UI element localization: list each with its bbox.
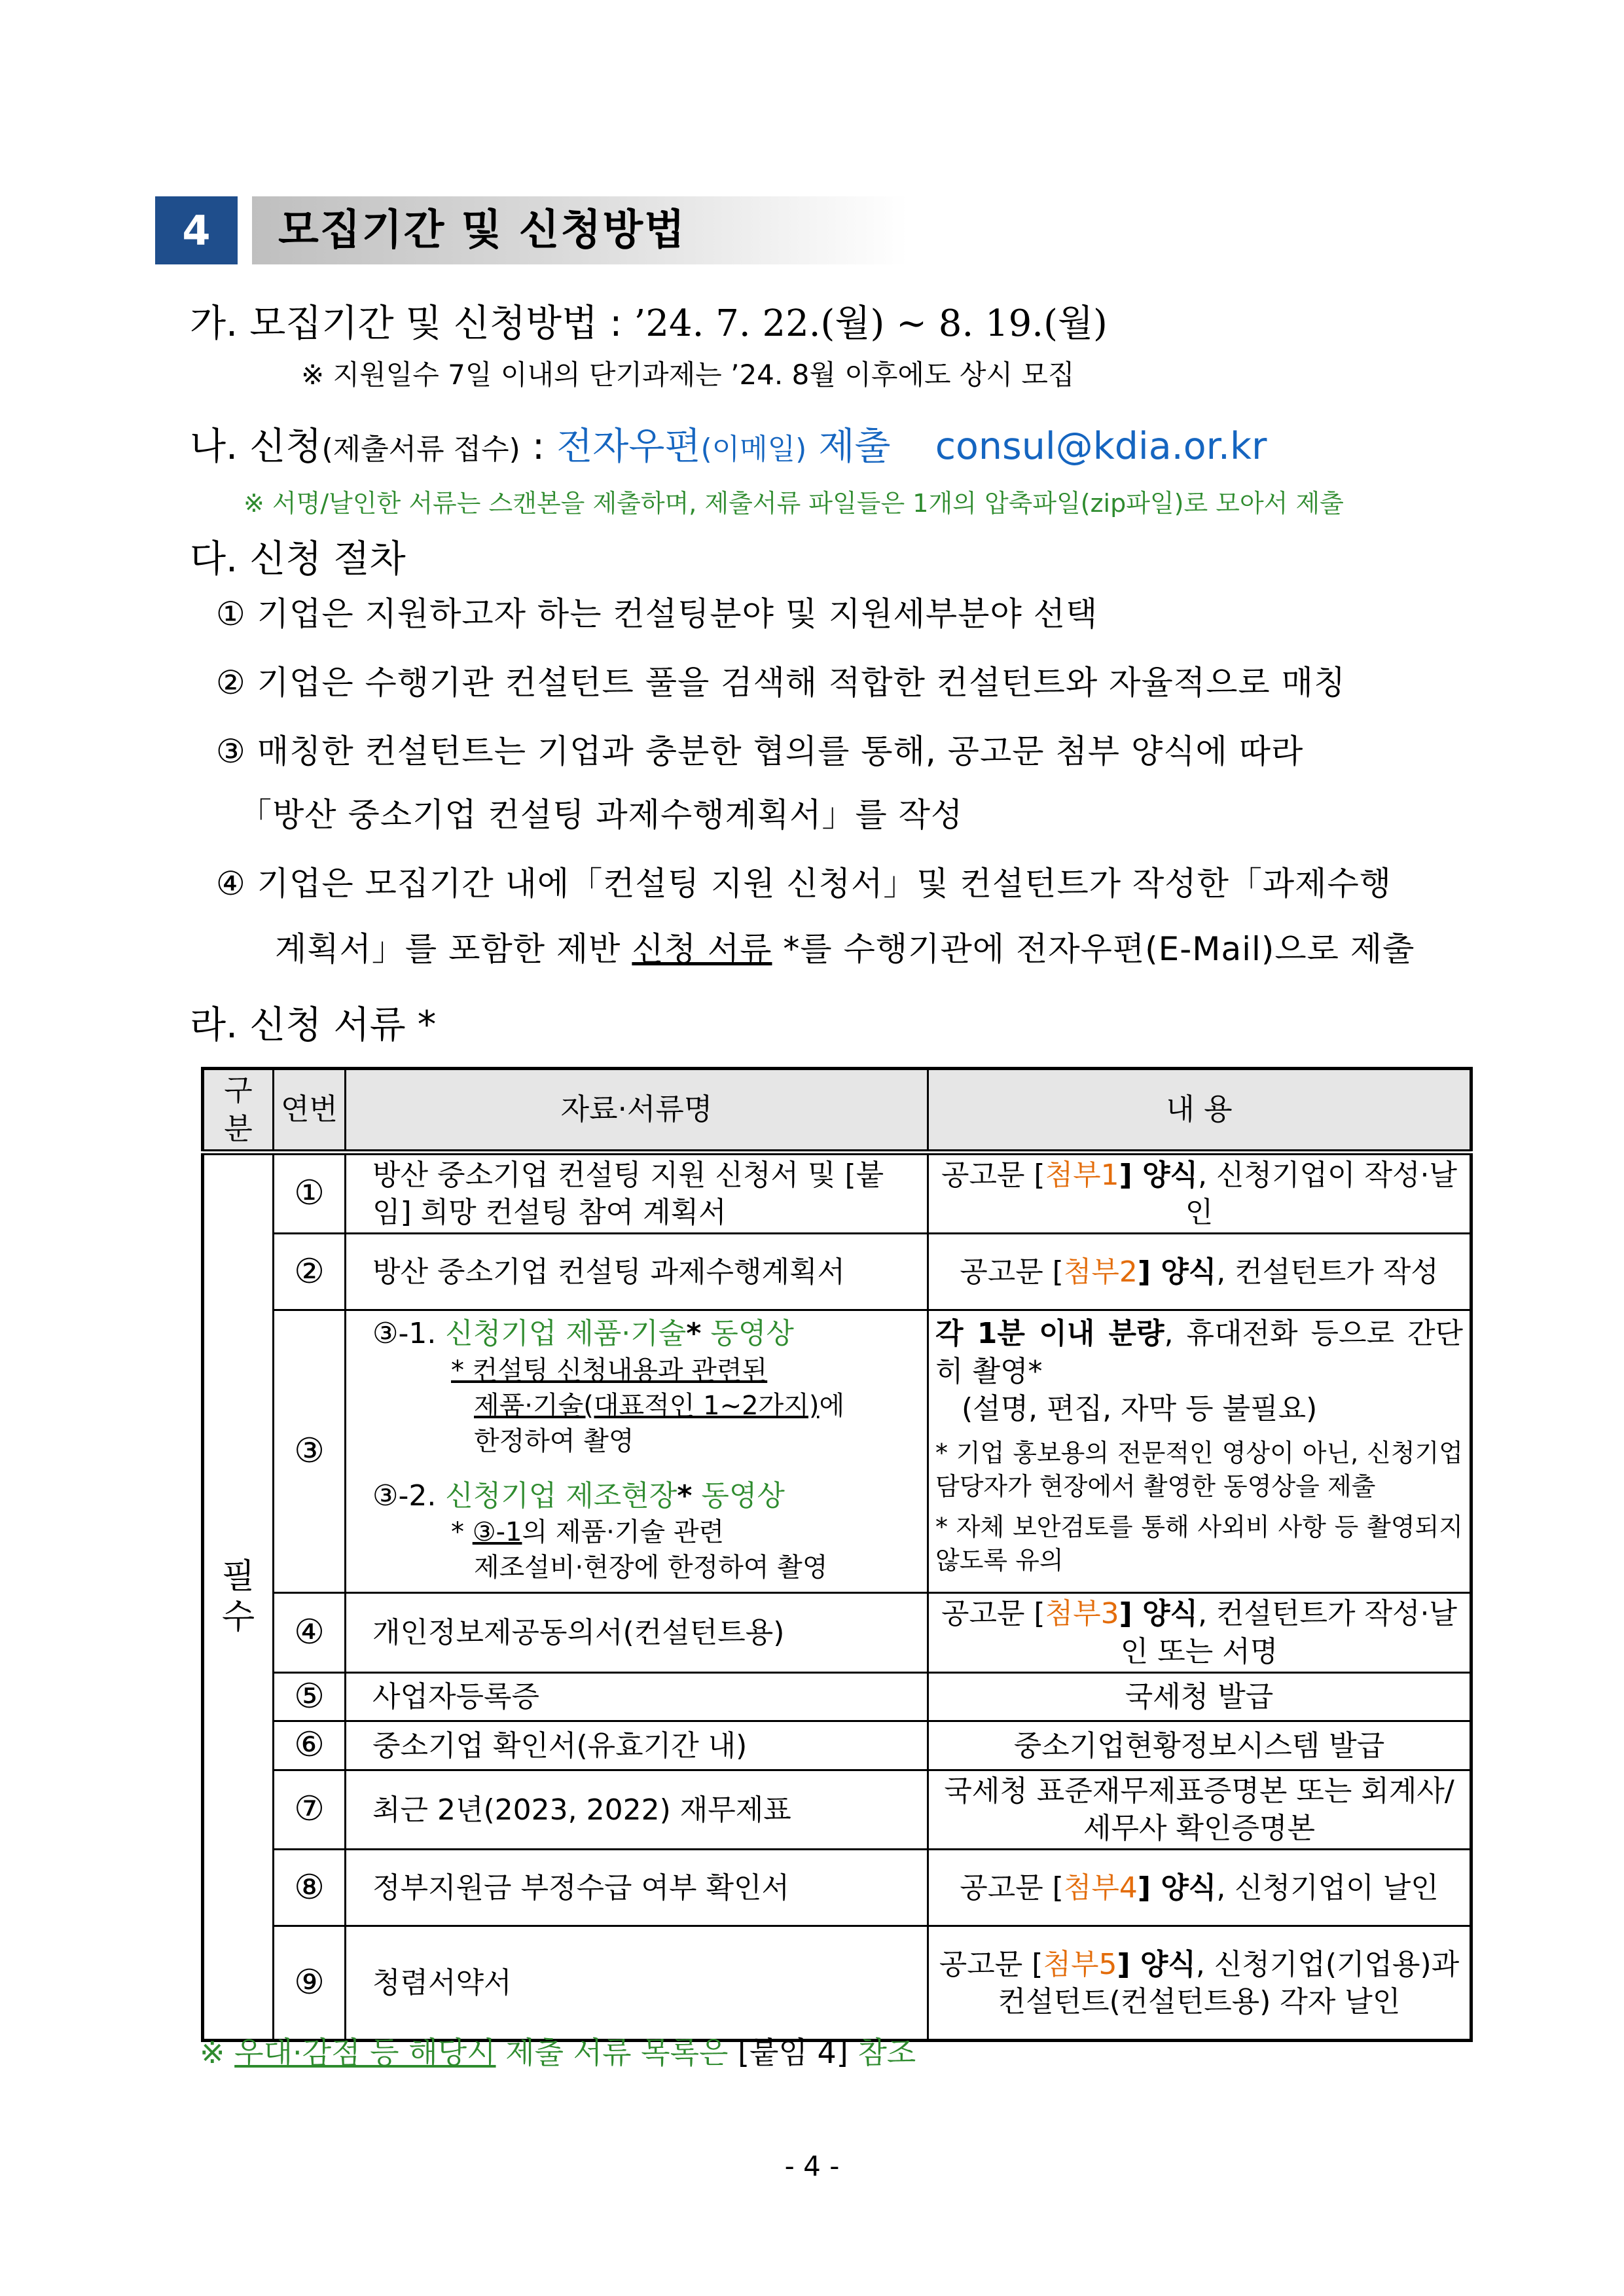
footer-bracket: [붙임 4] — [738, 2035, 848, 2070]
row-no: ⑨ — [274, 1926, 346, 2041]
footer-mark: ※ — [200, 2035, 235, 2070]
row-no: ③ — [274, 1310, 346, 1593]
page-number: - 4 - — [784, 2150, 840, 2182]
row-name: 중소기업 확인서(유효기간 내) — [346, 1721, 928, 1770]
apply-label-paren: (제출서류 접수) — [321, 433, 520, 466]
table-row — [203, 1593, 1471, 1672]
row-no: ⑤ — [274, 1672, 346, 1721]
row-no: ⑧ — [274, 1850, 346, 1926]
video-b-note-2: 제조설비·현장에 한정하여 촬영 — [474, 1552, 828, 1583]
row-content: 중소기업현황정보시스템 발급 — [928, 1721, 1471, 1770]
table-row — [203, 1672, 1471, 1721]
row-name: 사업자등록증 — [346, 1672, 928, 1721]
table-row — [203, 1721, 1471, 1770]
table-row — [203, 1850, 1471, 1926]
step-4-text-a: 계획서」를 포함한 제반 — [275, 930, 632, 968]
procedure-step-1: ① 기업은 지원하고자 하는 컨설팅분야 및 지원세부분야 선택 — [216, 595, 1098, 633]
row-content: 국세청 발급 — [928, 1672, 1471, 1721]
row-content: 공고문 [첨부3] 양식, 컨설턴트가 작성·날인 또는 서명 — [928, 1593, 1471, 1672]
row-content: 국세청 표준재무제표증명본 또는 회계사/세무사 확인증명본 — [928, 1770, 1471, 1849]
section-title: 모집기간 및 신청방법 — [278, 206, 686, 255]
header-name: 자료·서류명 — [346, 1069, 928, 1153]
video-content-note-2: * 자체 보안검토를 통해 사외비 사항 등 촬영되지 않도록 유의 — [935, 1512, 1463, 1575]
procedure-step-4-line-2 — [275, 923, 1415, 970]
apply-note: ※ 서명/날인한 서류는 스캔본을 제출하며, 제출서류 파일들은 1개의 압축파일(zip파일)로 모아서 제출 — [244, 489, 1344, 518]
row-no: ⑥ — [274, 1721, 346, 1770]
row-content: 공고문 [첨부2] 양식, 컨설턴트가 작성 — [928, 1234, 1471, 1310]
category-cell — [203, 1153, 274, 2041]
row-name: 방산 중소기업 컨설팅 과제수행계획서 — [346, 1234, 928, 1310]
row-name: 개인정보제공동의서(컨설턴트용) — [346, 1593, 928, 1672]
video-b-note-1: * ③-1의 제품·기술 관련 — [451, 1516, 725, 1547]
procedure-step-3-line-1: ③ 매칭한 컨설턴트는 기업과 충분한 협의를 통해, 공고문 첨부 양식에 따라 — [216, 732, 1304, 770]
apply-email-link[interactable]: consul@kdia.or.kr — [935, 425, 1267, 468]
table-row — [203, 1926, 1471, 2041]
table-row — [203, 1310, 1471, 1593]
documents-heading: 라. 신청 서류 * — [190, 1003, 437, 1047]
header-no: 연번 — [274, 1069, 346, 1153]
step-4-underlined: 신청 서류 — [632, 930, 772, 968]
row-no: ⑦ — [274, 1770, 346, 1849]
row-name: 최근 2년(2023, 2022) 재무제표 — [346, 1770, 928, 1849]
apply-colon: : — [520, 425, 557, 468]
row-name-video — [346, 1310, 928, 1593]
video-content-note-1: * 기업 홍보용의 전문적인 영상이 아닌, 신청기업 담당자가 현장에서 촬영한 동영상을 제출 — [935, 1438, 1463, 1501]
procedure-step-2: ② 기업은 수행기관 컨설턴트 풀을 검색해 적합한 컨설턴트와 자율적으로 매칭 — [216, 664, 1346, 702]
table-row — [203, 1234, 1471, 1310]
procedure-step-4-line-1: ④ 기업은 모집기간 내에「컨설팅 지원 신청서」및 컨설턴트가 작성한「과제수행 — [216, 865, 1392, 903]
row-content: 공고문 [첨부4] 양식, 신청기업이 날인 — [928, 1850, 1471, 1926]
row-content-video — [928, 1310, 1471, 1593]
apply-method-paren: (이메일) — [700, 433, 807, 466]
video-a-note-2: 제품·기술(대표적인 1~2가지)에 — [474, 1390, 845, 1421]
row-content: 공고문 [첨부5] 양식, 신청기업(기업용)과 컨설턴트(컨설턴트용) 각자 날인 — [928, 1926, 1471, 2041]
row-no: ② — [274, 1234, 346, 1310]
documents-table — [201, 1067, 1473, 2042]
step-4-text-b: *를 수행기관에 전자우편(E-Mail)으로 제출 — [772, 930, 1415, 968]
period-line — [190, 293, 1108, 347]
header-category: 구분 — [203, 1069, 274, 1153]
row-no: ① — [274, 1153, 346, 1234]
video-a-note-3: 한정하여 촬영 — [474, 1426, 634, 1456]
section-title-bar — [252, 196, 908, 264]
period-note: ※ 지원일수 7일 이내의 단기과제는 ’24. 8월 이후에도 상시 모집 — [301, 359, 1075, 391]
row-name: 정부지원금 부정수급 여부 확인서 — [346, 1850, 928, 1926]
procedure-heading: 다. 신청 절차 — [190, 537, 406, 581]
footer-note — [200, 2029, 916, 2072]
category-label: 필수 — [221, 1556, 255, 1638]
video-content-paren: (설명, 편집, 자막 등 불필요) — [962, 1391, 1318, 1426]
procedure-step-3-line-2: 「방산 중소기업 컨설팅 과제수행계획서」를 작성 — [239, 796, 964, 834]
table-row — [203, 1770, 1471, 1849]
row-content: 공고문 [첨부1] 양식, 신청기업이 작성·날인 — [928, 1153, 1471, 1234]
row-name: 청렴서약서 — [346, 1926, 928, 2041]
period-dates: ’24. 7. 22.(월) ~ 8. 19.(월) — [634, 302, 1108, 345]
footer-rest: 제출 서류 목록은 — [496, 2035, 738, 2070]
video-a-note-1: * 컨설팅 신청내용과 관련된 — [451, 1355, 768, 1386]
table-row — [203, 1153, 1471, 1234]
apply-method: 전자우편 — [556, 425, 701, 468]
row-name: 방산 중소기업 컨설팅 지원 신청서 및 [붙임] 희망 컨설팅 참여 계획서 — [346, 1153, 928, 1234]
video-b-title: ③-2. 신청기업 제조현장* 동영상 — [372, 1479, 785, 1513]
footer-end: 참조 — [848, 2035, 916, 2070]
period-label: 가. 모집기간 및 신청방법 : — [190, 302, 623, 345]
apply-line — [190, 416, 1267, 470]
footer-underlined: 우대·감점 등 해당시 — [234, 2035, 496, 2070]
apply-method-end: 제출 — [806, 425, 891, 468]
video-a-title: ③-1. 신청기업 제품·기술* 동영상 — [372, 1317, 794, 1351]
header-content: 내 용 — [928, 1069, 1471, 1153]
section-number: 4 — [155, 196, 238, 264]
section-header — [155, 196, 908, 264]
apply-label: 나. 신청 — [190, 425, 322, 468]
table-header-row — [203, 1069, 1471, 1153]
video-content-main: 각 1분 이내 분량, 휴대전화 등으로 간단히 촬영* — [935, 1317, 1464, 1388]
row-no: ④ — [274, 1593, 346, 1672]
